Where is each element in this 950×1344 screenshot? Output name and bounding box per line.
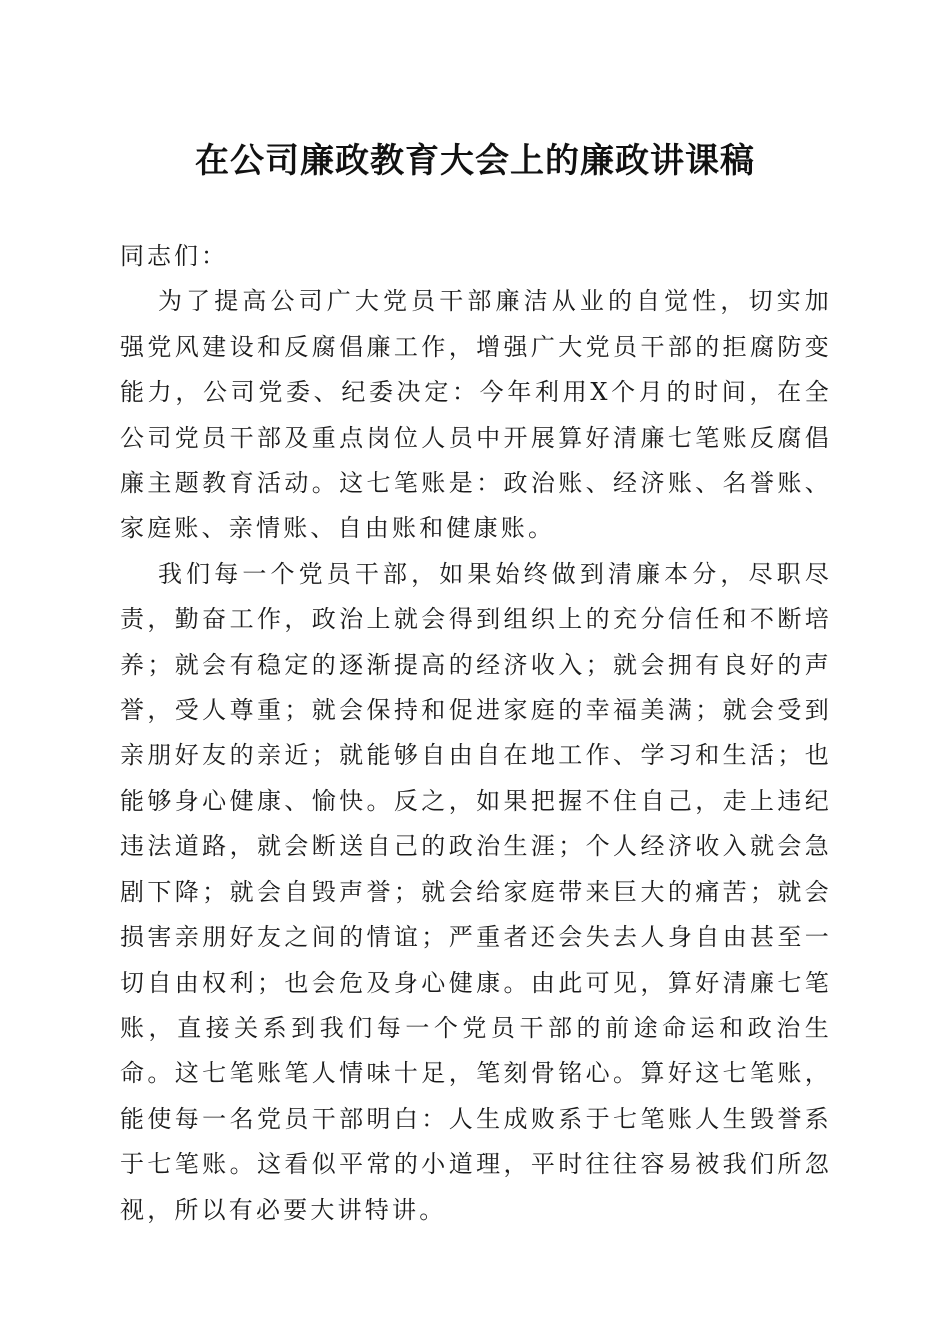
paragraph-1: 为了提高公司广大党员干部廉洁从业的自觉性，切实加强党风建设和反腐倡廉工作，增强广大党员干部的拒腐防变能力，公司党委、纪委决定：今年利用X个月的时间，在全公司党员干部及重点岗位人员中开展算好清廉七笔账反腐倡廉主题教育活动。这七笔账是：政治账、经济账、名誉账、家庭账、亲情账、自由账和健康账。: [120, 287, 832, 543]
paragraph-2: 我们每一个党员干部，如果始终做到清廉本分，尽职尽责，勤奋工作，政治上就会得到组织上的充分信任和不断培养；就会有稳定的逐渐提高的经济收入；就会拥有良好的声誉，受人尊重；就会保持和促进家庭的幸福美满；就会受到亲朋好友的亲近；就能够自由自在地工作、学习和生活；也能够身心健康、愉快。反之，如果把握不住自己，走上违纪违法道路，就会断送自己的政治生涯；个人经济收入就会急剧下降；就会自毁声誉；就会给家庭带来巨大的痛苦；就会损害亲朋好友之间的情谊；严重者还会失去人身自由甚至一切自由权利；也会危及身心健康。由此可见，算好清廉七笔账，直接关系到我们每一个党员干部的前途命运和政治生命。这七笔账笔人情味十足，笔刻骨铭心。算好这七笔账，能使每一名党员干部明白：人生成败系于七笔账人生毁誉系于七笔账。这看似平常的小道理，平时往往容易被我们所忽视，所以有必要大讲特讲。: [120, 559, 832, 1224]
document-title: 在公司廉政教育大会上的廉政讲课稿: [195, 141, 755, 181]
salutation: 同志们：: [120, 242, 228, 270]
document-body: [120, 234, 832, 1233]
